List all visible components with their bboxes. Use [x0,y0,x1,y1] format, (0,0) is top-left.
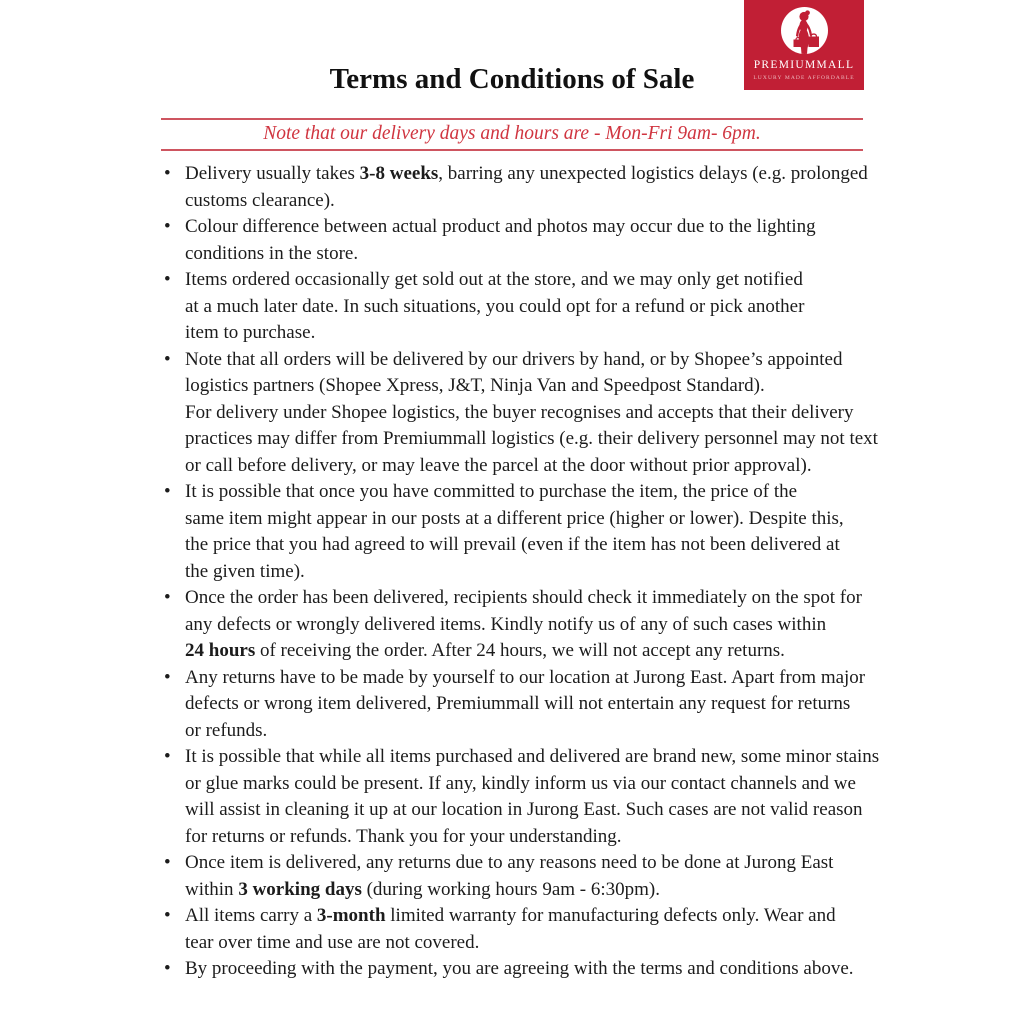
term-line [185,214,880,241]
term-text-segment: same item might appear in our posts at a different price (higher or lower). Despite this, [185,507,844,529]
term-text-segment: for returns or refunds. Thank you for your understanding. [185,825,622,847]
term-text-segment: conditions in the store. [185,242,359,264]
term-text [185,585,880,665]
term-line [185,559,880,586]
term-line [185,320,880,347]
term-line [185,850,880,877]
term-line [185,638,880,665]
bullet-marker: • [164,958,171,979]
term-text [185,665,880,745]
bullet-marker: • [164,216,171,237]
term-text-segment: It is possible that once you have committed to purchase the item, the price of the [185,481,798,502]
bullet-marker: • [164,269,171,290]
term-text-segment: or call before delivery, or may leave the parcel at the door without prior approval). [185,454,812,476]
term-text [185,161,880,214]
term-text-segment: For delivery under Shopee logistics, the buyer recognises and accepts that their delivery [185,401,854,423]
term-text-segment: , barring any unexpected logistics delays (e.g. prolonged [438,163,868,184]
term-line [185,479,880,506]
term-line [185,267,880,294]
term-text-segment: Once the order has been delivered, recipients should check it immediately on the spot for [185,587,862,608]
term-line [185,373,880,400]
term-text-segment: will assist in cleaning it up at our location in Jurong East. Such cases are not valid reason [185,799,863,820]
term-text-segment: Any returns have to be made by yourself to our location at Jurong East. Apart from major [185,666,866,688]
term-text-segment: 3-8 weeks [359,163,439,184]
term-text [185,479,880,585]
term-text-segment: within [185,878,239,900]
term-text [185,214,880,267]
term-item [150,479,880,585]
term-text-segment: 24 hours [185,640,256,661]
term-text-segment: or refunds. [185,719,268,741]
term-line [185,771,880,798]
delivery-notice-band [161,118,863,151]
term-item [150,665,880,745]
term-text-segment: of receiving the order. After 24 hours, we will not accept any returns. [255,640,785,661]
term-text-segment: the price that you had agreed to will prevail (even if the item has not been delivered at [185,534,840,555]
term-line [185,453,880,480]
term-line [185,585,880,612]
woman-shopper-icon [781,7,828,54]
logo-circle [781,7,828,54]
bullet-marker: • [164,852,171,873]
term-text-segment: 3 working days [238,878,362,900]
term-text-segment: customs clearance). [185,189,335,211]
delivery-notice-text: Note that our delivery days and hours are - Mon-Fri 9am- 6pm. [263,123,761,144]
term-line [185,718,880,745]
term-text-segment: item to purchase. [185,322,316,343]
term-line [185,241,880,268]
term-line [185,612,880,639]
term-text-segment: defects or wrong item delivered, Premiummall will not entertain any request for returns [185,693,851,714]
term-line [185,161,880,188]
term-line [185,506,880,533]
term-text-segment: Colour difference between actual product and photos may occur due to the lighting [185,216,816,237]
term-text-segment: logistics partners (Shopee Xpress, J&T, Ninja Van and Speedpost Standard). [185,375,765,396]
term-line [185,691,880,718]
bullet-marker: • [164,348,171,370]
term-text-segment: (during working hours 9am - 6:30pm). [361,878,660,900]
term-line [185,877,880,904]
logo-tagline: LUXURY MADE AFFORDABLE [753,75,855,81]
term-line [185,665,880,692]
term-item [150,214,880,267]
term-text [185,267,880,347]
bullet-marker: • [164,666,171,688]
term-item [150,850,880,903]
terms-list [150,161,880,983]
term-text-segment: By proceeding with the payment, you are agreeing with the terms and conditions above. [185,958,854,979]
term-item [150,161,880,214]
term-line [185,532,880,559]
term-text-segment: the given time). [185,560,305,582]
bullet-marker: • [164,481,171,502]
term-item [150,585,880,665]
term-line [185,956,880,983]
term-text-segment: at a much later date. In such situations, you could opt for a refund or pick another [185,295,805,317]
page-title: Terms and Conditions of Sale [329,63,695,95]
term-text-segment: Items ordered occasionally get sold out at the store, and we may only get notified [185,269,803,290]
term-line [185,797,880,824]
term-text-segment: Delivery usually takes [185,163,360,184]
term-line [185,400,880,427]
term-text [185,744,880,850]
term-item [150,267,880,347]
term-text [185,956,880,983]
term-text [185,347,880,480]
term-text-segment: tear over time and use are not covered. [185,931,480,953]
term-line [185,347,880,374]
term-item [150,903,880,956]
term-item [150,956,880,983]
term-text-segment: practices may differ from Premiummall logistics (e.g. their delivery personnel may not text [185,428,878,449]
term-text-segment: Once item is delivered, any returns due to any reasons need to be done at Jurong East [185,852,834,873]
term-item [150,347,880,480]
logo-brand-name: PREMIUMMALL [753,59,855,71]
term-line [185,824,880,851]
term-line [185,188,880,215]
term-text [185,903,880,956]
bullet-marker: • [164,905,171,926]
term-text-segment: any defects or wrongly delivered items. Kindly notify us of any of such cases within [185,613,827,635]
term-line [185,903,880,930]
bullet-marker: • [164,746,171,767]
term-line [185,426,880,453]
term-line [185,294,880,321]
term-text-segment: Note that all orders will be delivered by our drivers by hand, or by Shopee’s appointed [185,348,843,370]
term-text-segment: limited warranty for manufacturing defects only. Wear and [385,905,836,926]
term-line [185,930,880,957]
term-line [185,744,880,771]
term-text-segment: All items carry a [185,905,317,926]
term-text-segment: 3-month [316,905,386,926]
term-text-segment: It is possible that while all items purchased and delivered are brand new, some minor stains [185,746,880,767]
term-text [185,850,880,903]
bullet-marker: • [164,163,171,184]
term-item [150,744,880,850]
term-text-segment: or glue marks could be present. If any, kindly inform us via our contact channels and we [185,772,856,794]
bullet-marker: • [164,587,171,608]
